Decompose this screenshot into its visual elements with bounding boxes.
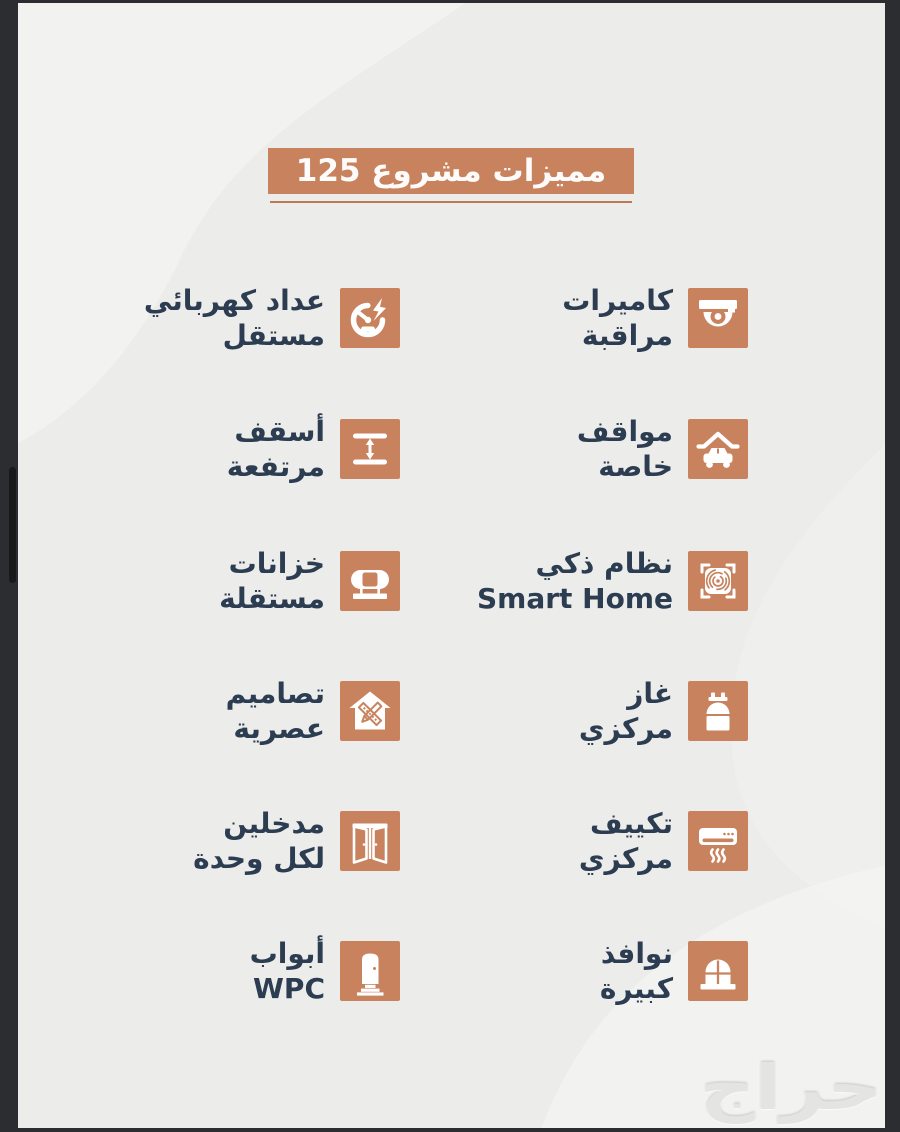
feature-two-entrances: [193, 807, 400, 875]
feature-label: غاز مركزي: [578, 677, 673, 745]
feature-label: نوافذ كبيرة: [599, 937, 673, 1005]
haraj-watermark: حراج: [699, 1051, 882, 1124]
page-title-label: مميزات مشروع 125: [295, 153, 607, 189]
feature-high-ceilings: [226, 415, 400, 483]
feature-modern-designs: [225, 677, 400, 745]
bottom-frame-bar: [0, 1128, 900, 1132]
arched-window-icon: [688, 941, 748, 1001]
top-frame-bar: [0, 0, 900, 3]
water-tank-icon: [340, 551, 400, 611]
feature-label: أبواب WPC: [249, 937, 325, 1005]
wpc-door-icon: [340, 941, 400, 1001]
carport-icon: [688, 419, 748, 479]
right-frame-bar: [885, 0, 900, 1132]
feature-independent-tanks: [219, 547, 400, 615]
fingerprint-scan-icon: [688, 551, 748, 611]
feature-central-ac: [578, 807, 748, 875]
feature-security-cameras: [562, 284, 748, 352]
feature-label: كاميرات مراقبة: [562, 284, 673, 352]
cctv-camera-icon: [688, 288, 748, 348]
gas-cylinder-icon: [688, 681, 748, 741]
feature-label: مواقف خاصة: [576, 415, 673, 483]
feature-electric-meter: [143, 284, 400, 352]
feature-label: مدخلين لكل وحدة: [193, 807, 325, 875]
feature-large-windows: [599, 937, 748, 1005]
feature-label: تصاميم عصرية: [225, 677, 325, 745]
feature-wpc-doors: [249, 937, 400, 1005]
feature-label: تكييف مركزي: [578, 807, 673, 875]
air-conditioner-icon: [688, 811, 748, 871]
feature-label: عداد كهربائي مستقل: [143, 284, 325, 352]
ceiling-height-icon: [340, 419, 400, 479]
feature-label: نظام ذكي Smart Home: [476, 547, 673, 615]
page-title: [268, 148, 634, 194]
feature-private-parking: [576, 415, 748, 483]
feature-smart-home: [476, 547, 748, 615]
feature-label: خزانات مستقلة: [219, 547, 325, 615]
electric-meter-icon: [340, 288, 400, 348]
left-edge-notch: [9, 467, 16, 583]
design-tools-icon: [340, 681, 400, 741]
feature-central-gas: [578, 677, 748, 745]
title-underline: [270, 201, 632, 203]
feature-label: أسقف مرتفعة: [226, 415, 325, 483]
double-doors-icon: [340, 811, 400, 871]
